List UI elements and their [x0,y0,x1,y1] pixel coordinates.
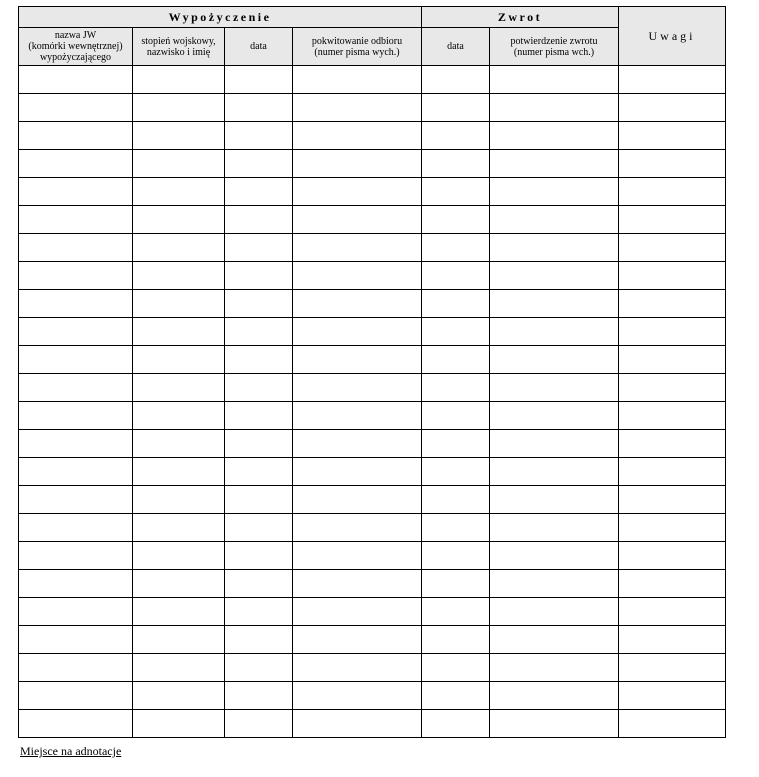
return-confirmation-cell[interactable] [490,346,619,374]
rank-name-cell[interactable] [133,374,225,402]
remarks-cell[interactable] [619,94,726,122]
table-row [19,206,726,234]
return-date-cell[interactable] [422,178,490,206]
rank-name-cell[interactable] [133,598,225,626]
rank-name-cell[interactable] [133,626,225,654]
borrower-unit-cell[interactable] [19,486,133,514]
rank-name-cell[interactable] [133,346,225,374]
return-confirmation-cell[interactable] [490,682,619,710]
loan-date-cell[interactable] [225,150,293,178]
borrower-unit-cell[interactable] [19,346,133,374]
return-date-cell[interactable] [422,486,490,514]
table-row [19,430,726,458]
borrower-unit-cell[interactable] [19,374,133,402]
remarks-cell[interactable] [619,66,726,94]
receipt-ack-cell[interactable] [293,318,422,346]
rank-name-cell[interactable] [133,486,225,514]
loan-date-cell[interactable] [225,626,293,654]
borrower-unit-cell[interactable] [19,542,133,570]
remarks-cell[interactable] [619,542,726,570]
return-date-cell[interactable] [422,402,490,430]
annotations-note: Miejsce na adnotacje [20,744,122,758]
table-row [19,514,726,542]
return-date-cell[interactable] [422,234,490,262]
rank-name-cell[interactable] [133,430,225,458]
table-row [19,682,726,710]
loan-date-cell[interactable] [225,374,293,402]
remarks-cell[interactable] [619,458,726,486]
loan-date-cell[interactable] [225,178,293,206]
return-date-cell[interactable] [422,206,490,234]
receipt-ack-cell[interactable] [293,374,422,402]
loan-date-cell[interactable] [225,514,293,542]
remarks-cell[interactable] [619,654,726,682]
table-row [19,234,726,262]
rank-name-header: stopień wojskowy, nazwisko i imię [133,28,225,66]
loan-date-cell[interactable] [225,654,293,682]
table-row [19,94,726,122]
return-confirmation-cell[interactable] [490,206,619,234]
rank-name-cell[interactable] [133,458,225,486]
return-confirmation-cell[interactable] [490,290,619,318]
remarks-cell[interactable] [619,598,726,626]
loan-date-cell[interactable] [225,682,293,710]
loan-date-cell[interactable] [225,290,293,318]
loan-date-cell[interactable] [225,458,293,486]
return-confirmation-cell[interactable] [490,234,619,262]
rank-name-cell[interactable] [133,290,225,318]
return-confirmation-cell[interactable] [490,122,619,150]
return-confirmation-cell[interactable] [490,710,619,738]
return-group-header: Zwrot [422,7,619,28]
return-date-cell[interactable] [422,570,490,598]
remarks-cell[interactable] [619,402,726,430]
borrower-unit-cell[interactable] [19,178,133,206]
receipt-ack-cell[interactable] [293,346,422,374]
borrower-unit-header: nazwa JW (komórki wewnętrznej) wypożyczającego [19,28,133,66]
loan-date-cell[interactable] [225,206,293,234]
table-row [19,178,726,206]
receipt-ack-cell[interactable] [293,206,422,234]
remarks-cell[interactable] [619,150,726,178]
borrower-unit-cell[interactable] [19,234,133,262]
loan-date-cell[interactable] [225,94,293,122]
rank-name-cell[interactable] [133,542,225,570]
remarks-cell[interactable] [619,122,726,150]
borrower-unit-cell[interactable] [19,710,133,738]
borrower-unit-cell[interactable] [19,94,133,122]
rank-name-cell[interactable] [133,402,225,430]
return-confirmation-cell[interactable] [490,486,619,514]
return-confirmation-cell[interactable] [490,458,619,486]
loan-date-cell[interactable] [225,710,293,738]
receipt-ack-cell[interactable] [293,122,422,150]
borrower-unit-cell[interactable] [19,570,133,598]
remarks-cell[interactable] [619,346,726,374]
group-header-row [19,7,726,28]
return-confirmation-cell[interactable] [490,262,619,290]
loan-date-cell[interactable] [225,430,293,458]
receipt-ack-cell[interactable] [293,458,422,486]
return-date-cell[interactable] [422,514,490,542]
receipt-ack-cell[interactable] [293,290,422,318]
table-row [19,598,726,626]
return-confirmation-cell[interactable] [490,598,619,626]
loan-date-cell[interactable] [225,570,293,598]
return-confirmation-cell[interactable] [490,570,619,598]
borrower-unit-cell[interactable] [19,514,133,542]
receipt-ack-cell[interactable] [293,402,422,430]
borrower-unit-cell[interactable] [19,206,133,234]
loan-date-cell[interactable] [225,66,293,94]
loan-date-cell[interactable] [225,542,293,570]
table-row [19,402,726,430]
receipt-ack-cell[interactable] [293,542,422,570]
table-row [19,710,726,738]
loan-date-cell[interactable] [225,262,293,290]
loan-date-cell[interactable] [225,346,293,374]
receipt-ack-cell[interactable] [293,626,422,654]
receipt-ack-cell[interactable] [293,682,422,710]
table-row [19,626,726,654]
loan-group-header: Wypożyczenie [19,7,422,28]
receipt-ack-cell[interactable] [293,514,422,542]
return-confirmation-header: potwierdzenie zwrotu (numer pisma wch.) [490,28,619,66]
borrower-unit-cell[interactable] [19,626,133,654]
remarks-cell[interactable] [619,682,726,710]
remarks-cell[interactable] [619,626,726,654]
rank-name-cell[interactable] [133,318,225,346]
rank-name-cell[interactable] [133,150,225,178]
return-confirmation-cell[interactable] [490,178,619,206]
table-row [19,150,726,178]
loan-date-cell[interactable] [225,486,293,514]
rank-name-cell[interactable] [133,234,225,262]
return-date-cell[interactable] [422,290,490,318]
remarks-cell[interactable] [619,514,726,542]
return-confirmation-cell[interactable] [490,654,619,682]
borrower-unit-cell[interactable] [19,318,133,346]
receipt-ack-cell[interactable] [293,150,422,178]
receipt-ack-cell[interactable] [293,66,422,94]
table-row [19,262,726,290]
table-row [19,542,726,570]
remarks-cell[interactable] [619,570,726,598]
rank-name-cell[interactable] [133,122,225,150]
return-date-cell[interactable] [422,710,490,738]
remarks-cell[interactable] [619,430,726,458]
table-row [19,66,726,94]
table-row [19,654,726,682]
remarks-cell[interactable] [619,486,726,514]
return-date-cell[interactable] [422,318,490,346]
loan-register-table [18,6,726,738]
return-confirmation-cell[interactable] [490,402,619,430]
return-confirmation-cell[interactable] [490,318,619,346]
receipt-ack-header: pokwitowanie odbioru (numer pisma wych.) [293,28,422,66]
rank-name-cell[interactable] [133,654,225,682]
return-date-cell[interactable] [422,682,490,710]
loan-date-header: data [225,28,293,66]
return-date-cell[interactable] [422,150,490,178]
return-date-header: data [422,28,490,66]
borrower-unit-cell[interactable] [19,402,133,430]
rank-name-cell[interactable] [133,66,225,94]
return-confirmation-cell[interactable] [490,374,619,402]
return-date-cell[interactable] [422,262,490,290]
loan-date-cell[interactable] [225,234,293,262]
borrower-unit-cell[interactable] [19,430,133,458]
rank-name-cell[interactable] [133,206,225,234]
remarks-cell[interactable] [619,234,726,262]
borrower-unit-cell[interactable] [19,654,133,682]
rank-name-cell[interactable] [133,710,225,738]
remarks-cell[interactable] [619,262,726,290]
remarks-cell[interactable] [619,374,726,402]
loan-date-cell[interactable] [225,318,293,346]
borrower-unit-cell[interactable] [19,66,133,94]
receipt-ack-cell[interactable] [293,234,422,262]
return-date-cell[interactable] [422,430,490,458]
table-row [19,290,726,318]
remarks-cell[interactable] [619,290,726,318]
receipt-ack-cell[interactable] [293,654,422,682]
return-confirmation-cell[interactable] [490,626,619,654]
table-row [19,486,726,514]
return-date-cell[interactable] [422,66,490,94]
receipt-ack-cell[interactable] [293,94,422,122]
return-date-cell[interactable] [422,346,490,374]
remarks-cell[interactable] [619,178,726,206]
remarks-cell[interactable] [619,710,726,738]
rank-name-cell[interactable] [133,570,225,598]
table-row [19,122,726,150]
rank-name-cell[interactable] [133,262,225,290]
remarks-cell[interactable] [619,206,726,234]
receipt-ack-cell[interactable] [293,486,422,514]
table-row [19,458,726,486]
borrower-unit-cell[interactable] [19,262,133,290]
borrower-unit-cell[interactable] [19,150,133,178]
rank-name-cell[interactable] [133,178,225,206]
loan-date-cell[interactable] [225,598,293,626]
return-confirmation-cell[interactable] [490,430,619,458]
return-date-cell[interactable] [422,122,490,150]
rank-name-cell[interactable] [133,682,225,710]
return-date-cell[interactable] [422,542,490,570]
remarks-header: Uwagi [619,7,726,66]
return-date-cell[interactable] [422,374,490,402]
return-confirmation-cell[interactable] [490,514,619,542]
receipt-ack-cell[interactable] [293,430,422,458]
table-row [19,346,726,374]
receipt-ack-cell[interactable] [293,570,422,598]
borrower-unit-cell[interactable] [19,598,133,626]
receipt-ack-cell[interactable] [293,710,422,738]
loan-date-cell[interactable] [225,402,293,430]
borrower-unit-cell[interactable] [19,682,133,710]
borrower-unit-cell[interactable] [19,290,133,318]
return-date-cell[interactable] [422,654,490,682]
table-row [19,318,726,346]
return-confirmation-cell[interactable] [490,150,619,178]
rank-name-cell[interactable] [133,514,225,542]
borrower-unit-cell[interactable] [19,458,133,486]
loan-date-cell[interactable] [225,122,293,150]
return-date-cell[interactable] [422,598,490,626]
return-date-cell[interactable] [422,458,490,486]
receipt-ack-cell[interactable] [293,598,422,626]
borrower-unit-cell[interactable] [19,122,133,150]
table-row [19,570,726,598]
rank-name-cell[interactable] [133,94,225,122]
remarks-cell[interactable] [619,318,726,346]
receipt-ack-cell[interactable] [293,178,422,206]
return-date-cell[interactable] [422,94,490,122]
return-confirmation-cell[interactable] [490,66,619,94]
table-row [19,374,726,402]
return-date-cell[interactable] [422,626,490,654]
receipt-ack-cell[interactable] [293,262,422,290]
return-confirmation-cell[interactable] [490,94,619,122]
return-confirmation-cell[interactable] [490,542,619,570]
